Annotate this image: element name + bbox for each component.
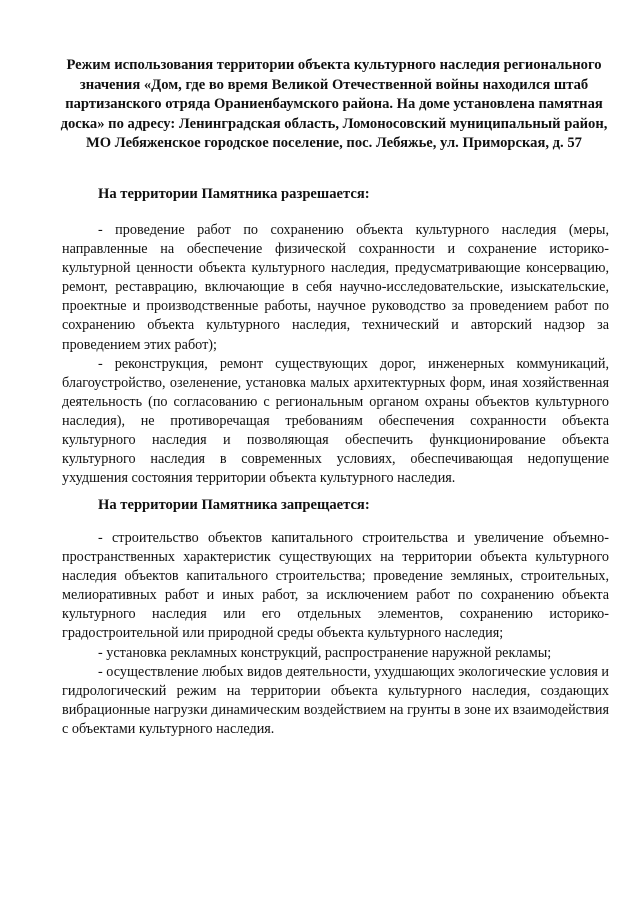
prohibited-section (62, 529, 609, 739)
prohibited-item-construction: - строительство объектов капитального строительства и увеличение объемно-пространственных характеристик существующих на территории объекта культурного наследия объектов капитального строительства; проведение земляных, строительных, мелиоративных работ и иных работ, за исключением работ по сохранению объекта культурного наследия или его отдельных элементов, сохранению историко-градостроительной или природной среды объекта культурного наследия; (62, 530, 609, 642)
allowed-heading: На территории Памятника разрешается: (98, 186, 370, 202)
allowed-section (62, 221, 609, 488)
prohibited-item-advertising: - установка рекламных конструкций, распространение наружной рекламы; (98, 644, 552, 661)
document-title: Режим использования территории объекта культурного наследия регионального значения «Дом, где во время Великой Отечественной войны находился штаб партизанского отряда Ораниенбаумского района. На доме установлена памятная доска» по адресу: Ленинградская область, Ломоносовский муниципальный район, МО Лебяженское городское поселение, пос. Лебяжье, ул. Приморская, д. 57 (60, 57, 608, 151)
prohibited-heading: На территории Памятника запрещается: (98, 497, 370, 513)
allowed-item-preservation: - проведение работ по сохранению объекта культурного наследия (меры, направленные на обеспечение физической сохранности и сохранение историко-культурной ценности объекта культурного наследия, предусматривающие консервацию, ремонт, реставрацию, включающие в себя научно-исследовательские, изыскательские, проектные и производственные работы, научное руководство за проведением работ по сохранению объекта культурного наследия, технический и авторский надзор за проведением этих работ); (62, 222, 609, 353)
prohibited-item-activity: - осуществление любых видов деятельности, ухудшающих экологические условия и гидрологический режим на территории объекта культурного наследия, создающих вибрационные нагрузки динамическим воздействием на грунты в зоне их взаимодействия с объектами культурного наследия. (62, 663, 609, 737)
allowed-item-reconstruction: - реконструкция, ремонт существующих дорог, инженерных коммуникаций, благоустройство, озеленение, установка малых архитектурных форм, иная хозяйственная деятельность (по согласованию с региональным органом охраны объектов культурного наследия), не противоречащая требованиям обеспечения сохранности объекта культурного наследия и позволяющая обеспечить функционирование объекта культурного наследия в современных условиях, обеспечивающая недопущение ухудшения состояния территории объекта культурного наследия. (62, 355, 609, 487)
